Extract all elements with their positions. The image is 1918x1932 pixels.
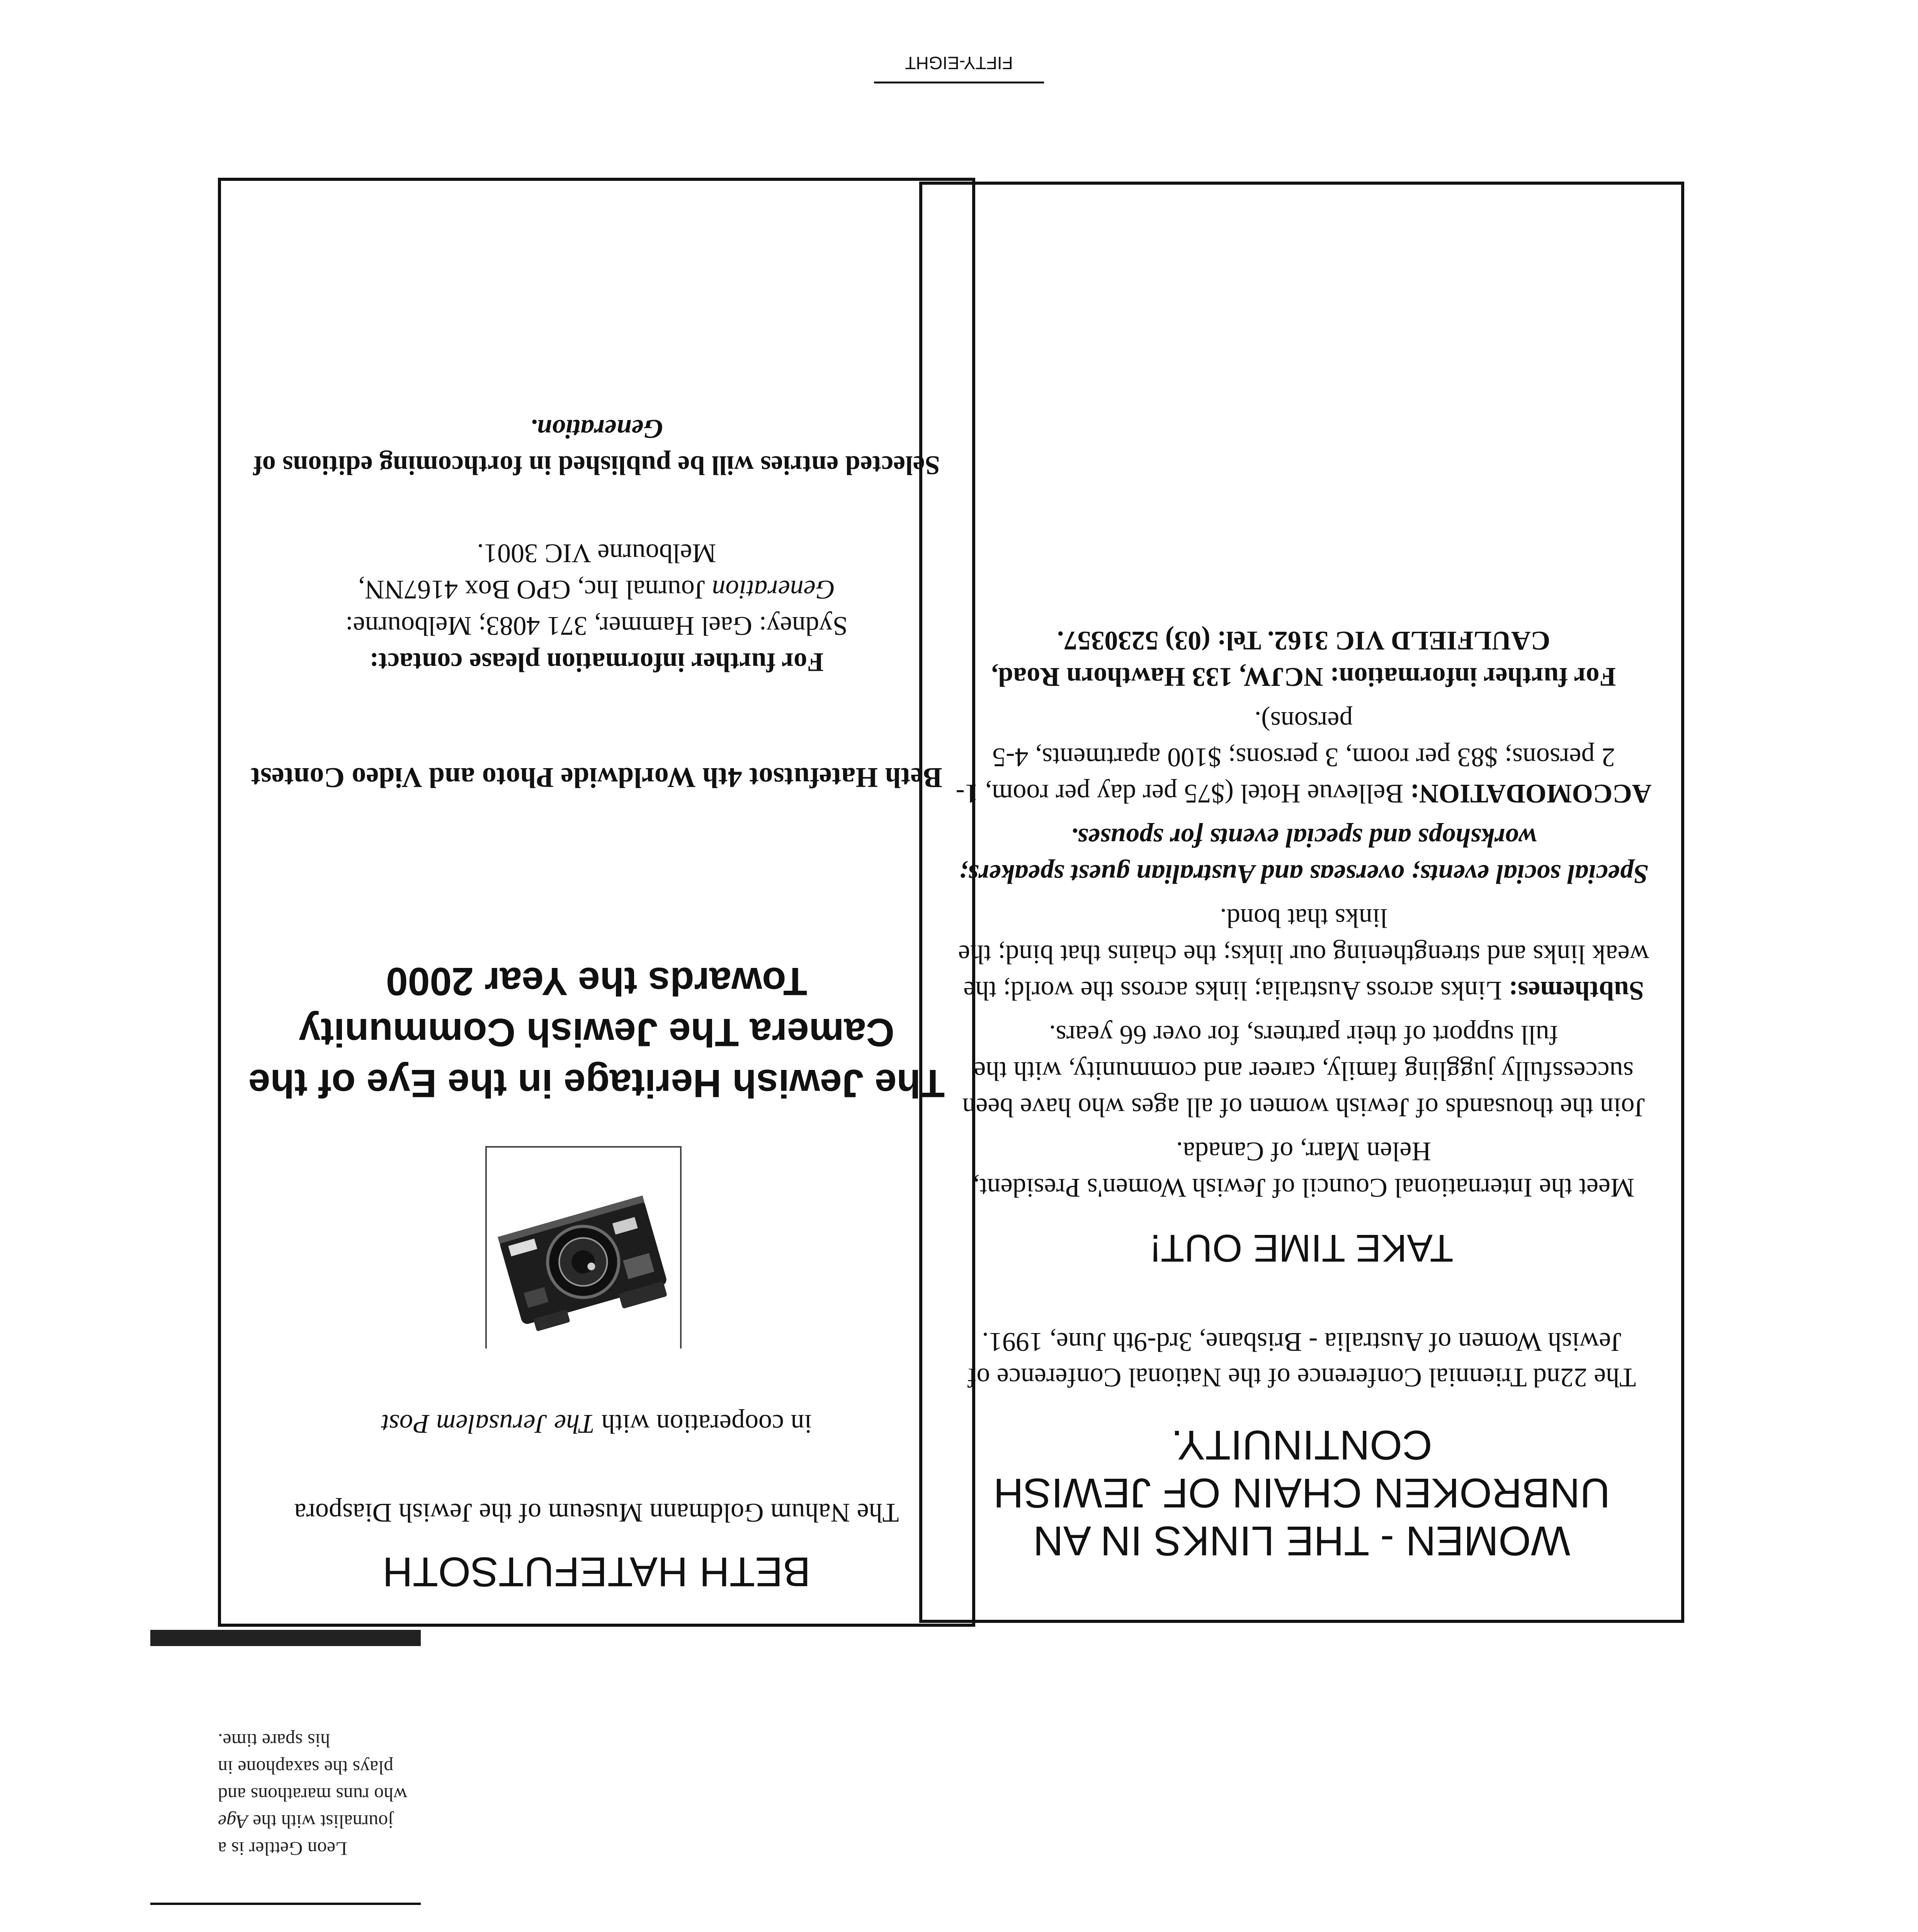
women-accom-text: Bellevue Hotel ($75 per day per room, 1-2 persons; $83 per room, 3 persons; $100 apartments, 4-5 persons). bbox=[956, 706, 1615, 808]
beth-selected-text: Selected entries will be published in forthcoming editions of bbox=[253, 450, 940, 480]
beth-selected-pub: Generation. bbox=[530, 414, 663, 444]
women-title: WOMEN - THE LINKS IN AN UNBROKEN CHAIN OF JEWISH CONTINUITY. bbox=[993, 1422, 1610, 1565]
beth-title: BETH HATEFUTSOTH bbox=[383, 1549, 811, 1595]
author-bio-publication: Age bbox=[218, 1811, 248, 1833]
beth-coop-paper: The Jerusalem Post bbox=[381, 1409, 595, 1439]
women-join: Join the thousands of Jewish women of all ages who have been successfully juggling family, career and community, with the full support of their partners, for over 66 years. bbox=[962, 1020, 1645, 1122]
beth-contact-label: For further information please contact: bbox=[369, 647, 824, 677]
camera-frame bbox=[485, 1146, 682, 1349]
women-accom-label: ACCOMODATION: bbox=[1410, 779, 1652, 808]
beth-contact-org: Generation bbox=[712, 575, 835, 604]
camera-icon bbox=[487, 1148, 680, 1349]
sidebar-bar bbox=[150, 1630, 421, 1646]
author-bio-text: Leon Gettler is a journalist with the bbox=[218, 1811, 394, 1860]
women-subthemes-text: Links across Australia; links across the world; the weak links and strengthening our links; the chains that bind; the links that bond. bbox=[958, 903, 1649, 1005]
beth-coop-text: in cooperation with bbox=[595, 1409, 812, 1439]
beth-contest: Beth Hatefutsot 4th Worldwide Photo and Video Contest bbox=[251, 762, 942, 793]
beth-cooperation bbox=[241, 1406, 952, 1441]
women-subthemes bbox=[952, 900, 1655, 1009]
beth-selected-entries bbox=[241, 410, 952, 483]
beth-subtitle: The Nahum Goldmann Museum of the Jewish Diaspora bbox=[294, 1498, 899, 1527]
women-intro: The 22nd Triennial Conference of the National Conference of Jewish Women of Australia - Brisbane, 3rd-9th June, 1991. bbox=[968, 1327, 1636, 1392]
women-special-events: Special social events; overseas and Australian guest speakers; workshops and special events for spouses. bbox=[959, 823, 1649, 889]
author-bio-text-end: who runs marathons and plays the saxaphone in his spare time. bbox=[218, 1730, 408, 1806]
sidebar-rule bbox=[150, 1903, 421, 1905]
women-details bbox=[952, 614, 1655, 1206]
beth-contact-sydney: Sydney: Gael Hammer, 371 4083; Melbourne: bbox=[345, 611, 848, 641]
women-info: For further information: NCJW, 133 Hawthorn Road, CAULFIELD VIC 3162. Tel: (03) 5230357. bbox=[991, 626, 1616, 692]
beth-contact-city: Melbourne VIC 3001. bbox=[477, 538, 716, 568]
women-accommodation bbox=[952, 702, 1655, 811]
beth-contact-org-rest: Journal Inc, GPO Box 4167NN, bbox=[358, 575, 712, 604]
women-subthemes-label: Subthemes: bbox=[1508, 976, 1644, 1005]
women-take-time-out: TAKE TIME OUT! bbox=[1150, 1226, 1454, 1270]
beth-contact-address bbox=[241, 571, 952, 607]
author-bio bbox=[218, 1727, 419, 1862]
beth-heading: The Jewish Heritage in the Eye of the Camera The Jewish Community Towards the Year 2000 bbox=[248, 959, 945, 1105]
beth-contact bbox=[241, 535, 952, 680]
women-meet: Meet the International Council of Jewish Women's President, Helen Marr, of Canada. bbox=[973, 1136, 1635, 1202]
page-number: FIFTY-EIGHT bbox=[874, 52, 1044, 83]
